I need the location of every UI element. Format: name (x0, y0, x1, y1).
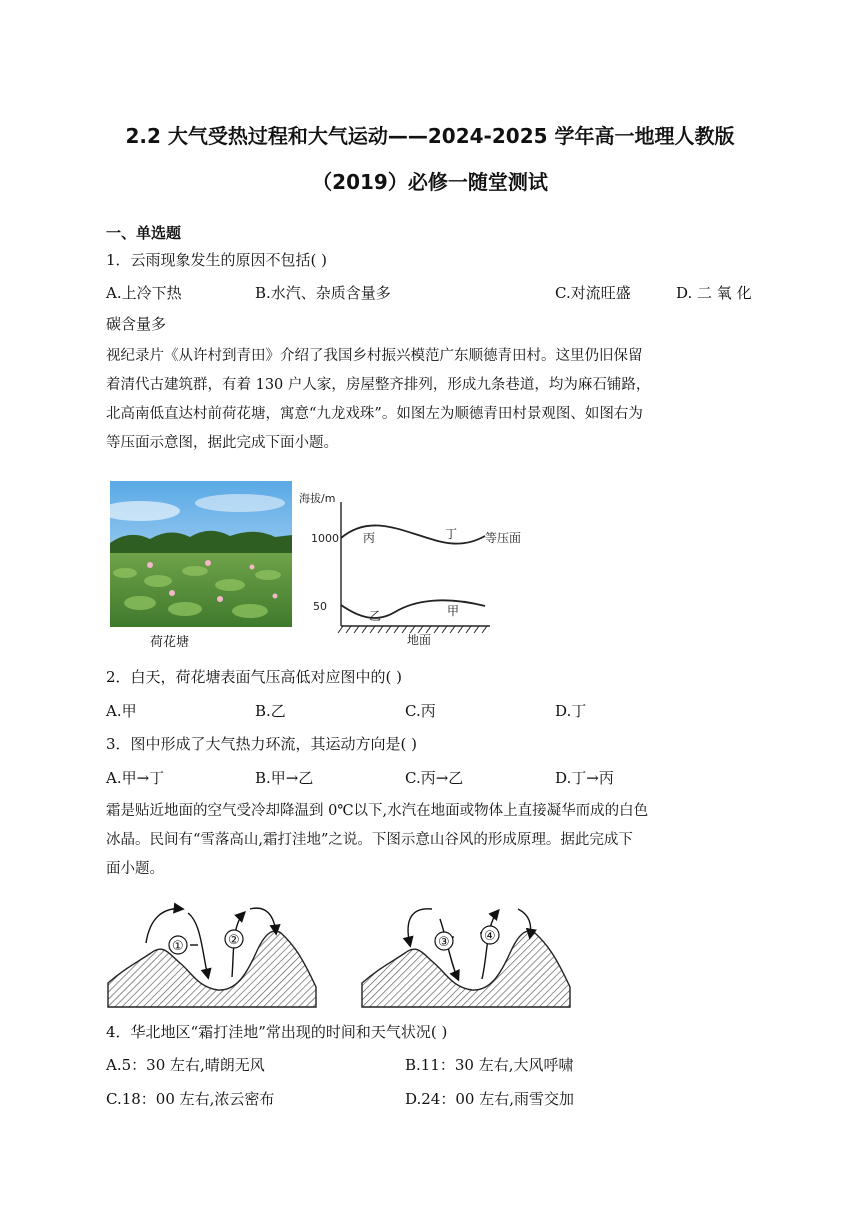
question-4-option-c[interactable]: C.18：00 左右,浓云密布 (106, 1090, 275, 1108)
question-2-option-b[interactable]: B.乙 (255, 702, 286, 720)
question-3-option-c[interactable]: C.丙→乙 (405, 769, 464, 787)
mountain-valley-wind-diagram (106, 895, 762, 1013)
point-label-bing: 丙 (363, 531, 376, 545)
question-3-option-d[interactable]: D.丁→丙 (555, 769, 614, 787)
question-1-option-d-continuation: 碳含量多 (106, 315, 167, 333)
question-1-option-d[interactable]: D. 二 氧 化 (676, 284, 752, 302)
circulation-label-4: ④ (484, 929, 496, 944)
point-label-yi: 乙 (369, 609, 382, 623)
passage-1-line: 北高南低直达村前荷花塘，寓意“九龙戏珠”。如图左为顺德青田村景观图、如图右为 (106, 406, 643, 422)
document-title-line1: 2.2 大气受热过程和大气运动——2024-2025 学年高一地理人教版 (125, 124, 735, 148)
question-3-option-a[interactable]: A.甲→丁 (106, 769, 165, 787)
passage-1-line: 等压面示意图，据此完成下面小题。 (106, 435, 338, 451)
question-2-option-a[interactable]: A.甲 (106, 702, 137, 720)
section-heading: 一、单选题 (106, 224, 182, 242)
tick-label-50: 50 (313, 600, 327, 613)
question-1-option-c[interactable]: C.对流旺盛 (555, 284, 631, 302)
question-4-option-b[interactable]: B.11：30 左右,大风呼啸 (405, 1056, 574, 1074)
isobar-diagram (295, 488, 535, 648)
isobar-label: 等压面 (485, 531, 522, 545)
circulation-label-2: ② (228, 933, 240, 948)
lotus-pond-photo (110, 481, 292, 627)
question-4-stem: 4．华北地区“霜打洼地”常出现的时间和天气状况( ) (106, 1023, 448, 1041)
question-4-option-d[interactable]: D.24：00 左右,雨雪交加 (405, 1090, 574, 1108)
question-3-stem: 3．图中形成了大气热力环流，其运动方向是( ) (106, 735, 418, 753)
question-1-stem: 1．云雨现象发生的原因不包括( ) (106, 251, 328, 269)
lotus-photo-caption: 荷花塘 (150, 635, 190, 650)
passage-2 (106, 797, 758, 884)
passage-1-line: 视纪录片《从许村到青田》介绍了我国乡村振兴模范广东顺德青田村。这里仍旧保留 (106, 348, 643, 364)
point-label-ding: 丁 (445, 527, 458, 541)
question-4-option-a[interactable]: A.5：30 左右,晴朗无风 (106, 1056, 265, 1074)
tick-label-1000: 1000 (311, 532, 339, 545)
passage-1 (106, 342, 758, 458)
passage-1-line: 着清代古建筑群，有着 130 户人家，房屋整齐排列，形成九条巷道，均为麻石铺路， (106, 377, 651, 393)
question-2-option-c[interactable]: C.丙 (405, 702, 436, 720)
circulation-label-3: ③ (438, 935, 450, 950)
question-2-option-d[interactable]: D.丁 (555, 702, 587, 720)
passage-2-line: 霜是贴近地面的空气受冷却降温到 0℃以下,水汽在地面或物体上直接凝华而成的白色 (106, 803, 649, 819)
question-2-stem: 2．白天，荷花塘表面气压高低对应图中的( ) (106, 668, 403, 686)
passage-2-line: 冰晶。民间有“雪落高山,霜打洼地”之说。下图示意山谷风的形成原理。据此完成下 (106, 832, 633, 848)
circulation-label-1: ① (172, 939, 184, 954)
document-title-line2: （2019）必修一随堂测试 (312, 170, 548, 194)
ground-label: 地面 (407, 633, 432, 647)
question-1-option-a[interactable]: A.上冷下热 (106, 284, 182, 302)
question-1-option-b[interactable]: B.水汽、杂质含量多 (255, 284, 391, 302)
y-axis-label: 海拔/m (299, 492, 336, 505)
point-label-jia: 甲 (447, 604, 460, 618)
question-3-option-b[interactable]: B.甲→乙 (255, 769, 314, 787)
passage-2-line: 面小题。 (106, 861, 164, 877)
